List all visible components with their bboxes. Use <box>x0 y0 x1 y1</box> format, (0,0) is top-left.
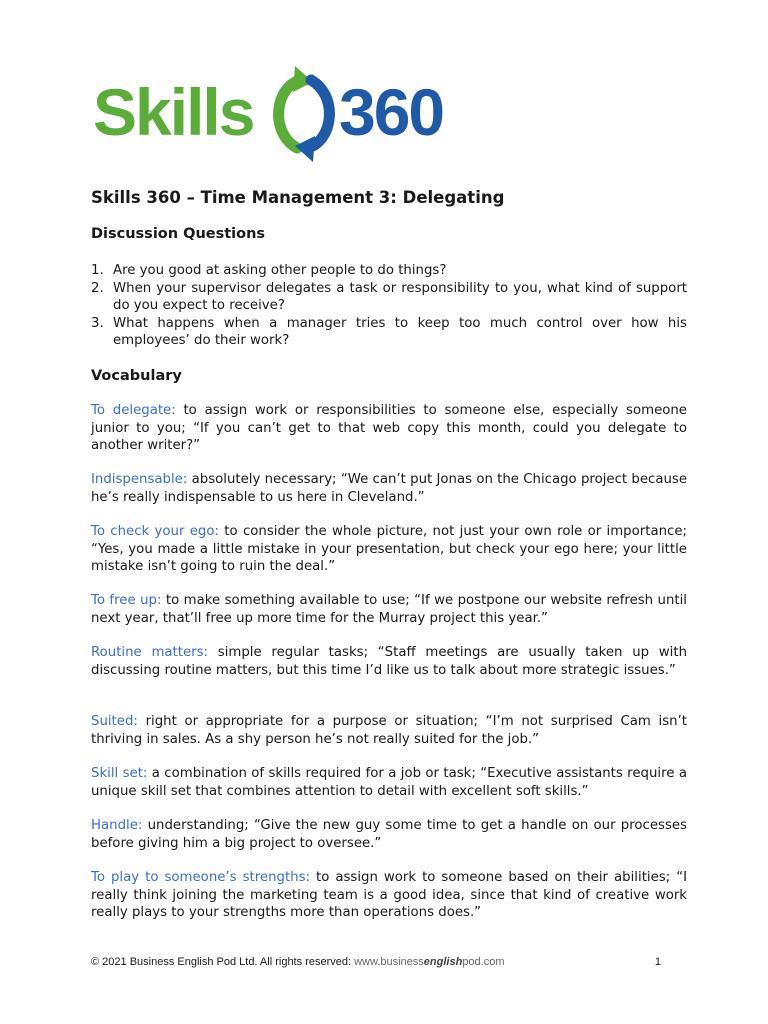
vocab-term: Routine matters: <box>91 645 209 660</box>
url-part-emphasis: english <box>423 956 463 968</box>
vocab-definition: to assign work or responsibilities to someone else, especially someone junior to you; “If you can’t get to that web copy this month, could you delegate to another writer?” <box>91 403 687 453</box>
vocabulary-heading: Vocabulary <box>91 368 182 384</box>
vocab-definition: understanding; “Give the new guy some time to get a handle on our processes before giving him a big project to oversee.” <box>91 818 687 851</box>
page-title: Skills 360 – Time Management 3: Delegating <box>91 188 505 207</box>
vocab-term: To free up: <box>91 593 162 608</box>
vocab-entry <box>91 869 687 922</box>
vocab-entry <box>91 402 687 455</box>
vocab-term: To check your ego: <box>91 524 219 539</box>
logo-skills-text: Skills <box>93 75 254 149</box>
vocab-term: Handle: <box>91 818 143 833</box>
vocab-definition: right or appropriate for a purpose or situation; “I’m not surprised Cam isn’t thriving in sales. As a shy person he’s not really suited for the job.” <box>91 714 687 747</box>
question-text: Are you good at asking other people to do things? <box>113 263 447 278</box>
vocab-definition: a combination of skills required for a job or task; “Executive assistants require a unique skill set that combines attention to detail with excellent soft skills.” <box>91 766 687 799</box>
vocab-definition: to make something available to use; “If we postpone our website refresh until next year, that’ll free up more time for the Murray project this year.” <box>91 593 687 626</box>
logo-360-text: 360 <box>339 75 444 149</box>
question-item <box>91 315 687 350</box>
vocab-entry <box>91 592 687 627</box>
vocab-entry <box>91 817 687 852</box>
vocab-entry <box>91 644 687 679</box>
vocab-entry <box>91 713 687 748</box>
vocab-term: Suited: <box>91 714 138 729</box>
question-number: 2. <box>91 280 104 296</box>
vocab-definition: to assign work to someone based on their abilities; “I really think joining the marketing team is a good idea, since that kind of creative work really plays to your strengths more than operations does.” <box>91 870 687 920</box>
vocab-term: To delegate: <box>91 403 176 418</box>
vocab-definition: absolutely necessary; “We can’t put Jonas on the Chicago project because he’s really indispensable to us here in Cleveland.” <box>91 472 687 505</box>
question-item <box>91 280 687 315</box>
url-part: pod.com <box>462 956 505 968</box>
question-number: 3. <box>91 315 104 331</box>
website-link[interactable] <box>354 956 504 968</box>
page-footer <box>91 956 661 968</box>
copyright-text: © 2021 Business English Pod Ltd. All rights reserved: <box>91 956 355 968</box>
page-number: 1 <box>654 956 661 968</box>
vocab-term: To play to someone’s strengths: <box>91 870 310 885</box>
question-text: When your supervisor delegates a task or responsibility to you, what kind of support do you expect to receive? <box>113 280 687 313</box>
skills360-logo <box>93 62 453 166</box>
circular-arrows-icon <box>261 62 345 166</box>
discussion-heading: Discussion Questions <box>91 226 266 242</box>
question-number: 1. <box>91 263 104 278</box>
vocab-entry <box>91 765 687 800</box>
discussion-questions <box>91 262 687 350</box>
vocab-entry <box>91 471 687 506</box>
question-text: What happens when a manager tries to keep too much control over how his employees’ do their work? <box>113 315 687 348</box>
vocab-term: Indispensable: <box>91 472 188 487</box>
url-part: www.business <box>354 956 424 968</box>
vocab-entry <box>91 523 687 576</box>
vocab-definition: simple regular tasks; “Staff meetings are usually taken up with discussing routine matters, but this time I’d like us to talk about more strategic issues.” <box>91 645 687 678</box>
question-item <box>91 262 687 280</box>
vocab-term: Skill set: <box>91 766 148 781</box>
vocab-definition: to consider the whole picture, not just your own role or importance; “Yes, you made a little mistake in your presentation, but check your ego here; your little mistake isn’t going to ruin the deal.” <box>91 524 687 574</box>
